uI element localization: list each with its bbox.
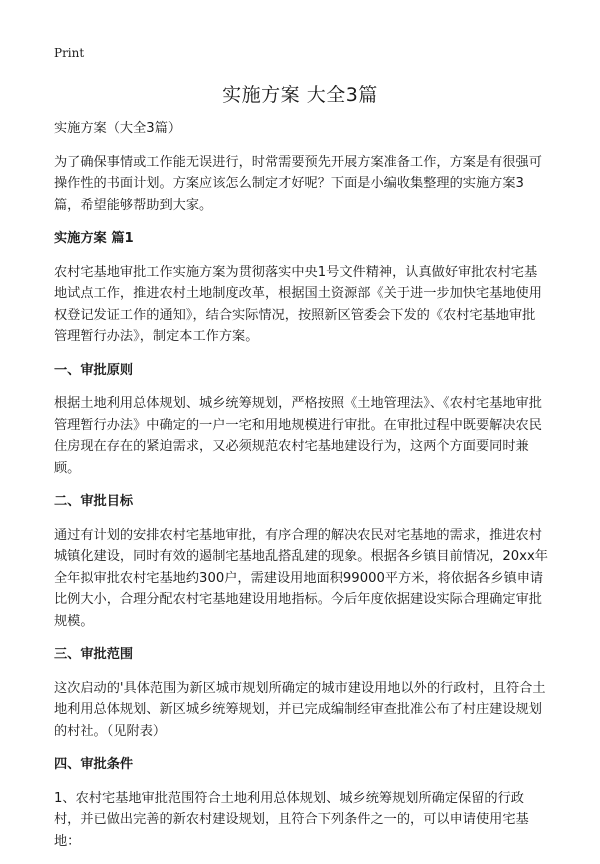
section-body-goals: 通过有计划的安排农村宅基地审批，有序合理的解决农民对宅基地的需求，推进农村城镇化建设，同时有效的遏制宅基地乱搭乱建的现象。根据各乡镇目前情况，20xx年全年拟审批农村宅基地约300户，需建设用地面积99000平方米，将依据各乡镇申请比例大小，合理分配农村宅基地建设用地指标。今后年度依据建设实际合理确定审批规模。 bbox=[54, 527, 548, 629]
section-heading-conditions: 四、审批条件 bbox=[54, 757, 134, 772]
section-heading-principles: 一、审批原则 bbox=[54, 362, 134, 378]
section-body-scope: 这次启动的'具体范围为新区城市规划所确定的城市建设用地以外的行政村，且符合土地利用总体规划、新区城乡统筹规划，并已完成编制经审查批准公布了村庄建设规划的村社。（见附表） bbox=[54, 680, 546, 739]
print-link[interactable]: Print bbox=[54, 46, 85, 60]
document-body bbox=[54, 118, 548, 864]
page-title: 实施方案 大全3篇 bbox=[222, 84, 378, 106]
section-heading-goals: 二、审批目标 bbox=[54, 494, 134, 509]
intro-paragraph: 为了确保事情或工作能无误进行，时常需要预先开展方案准备工作，方案是有很强可操作性的书面计划。方案应该怎么制定才好呢？下面是小编收集整理的实施方案3篇，希望能够帮助到大家。 bbox=[54, 154, 542, 213]
section-body-principles: 根据土地利用总体规划、城乡统筹规划，严格按照《土地管理法》、《农村宅基地审批管理暂行办法》中确定的一户一宅和用地规模进行审批。在审批过程中既要解决农民住房现在存在的紧迫需求，又必须规范农村宅基地建设行为，这两个方面要同时兼顾。 bbox=[54, 396, 542, 476]
section-body-plan-1: 农村宅基地审批工作实施方案为贯彻落实中央1号文件精神，认真做好审批农村宅基地试点工作，推进农村土地制度改革，根据国土资源部《关于进一步加快宅基地使用权登记发证工作的通知》，结合实际情况，按照新区管委会下发的《农村宅基地审批管理暂行办法》，制定本工作方案。 bbox=[54, 264, 542, 344]
section-heading-plan-1: 实施方案 篇1 bbox=[54, 231, 134, 246]
document-subtitle: 实施方案（大全3篇） bbox=[54, 121, 182, 136]
section-body-conditions: 1、农村宅基地审批范围符合土地利用总体规划、城乡统筹规划所确定保留的行政村，并已做出完善的新农村建设规划，且符合下列条件之一的，可以申请使用宅基地： bbox=[54, 790, 529, 849]
section-heading-scope: 三、审批范围 bbox=[54, 647, 134, 662]
